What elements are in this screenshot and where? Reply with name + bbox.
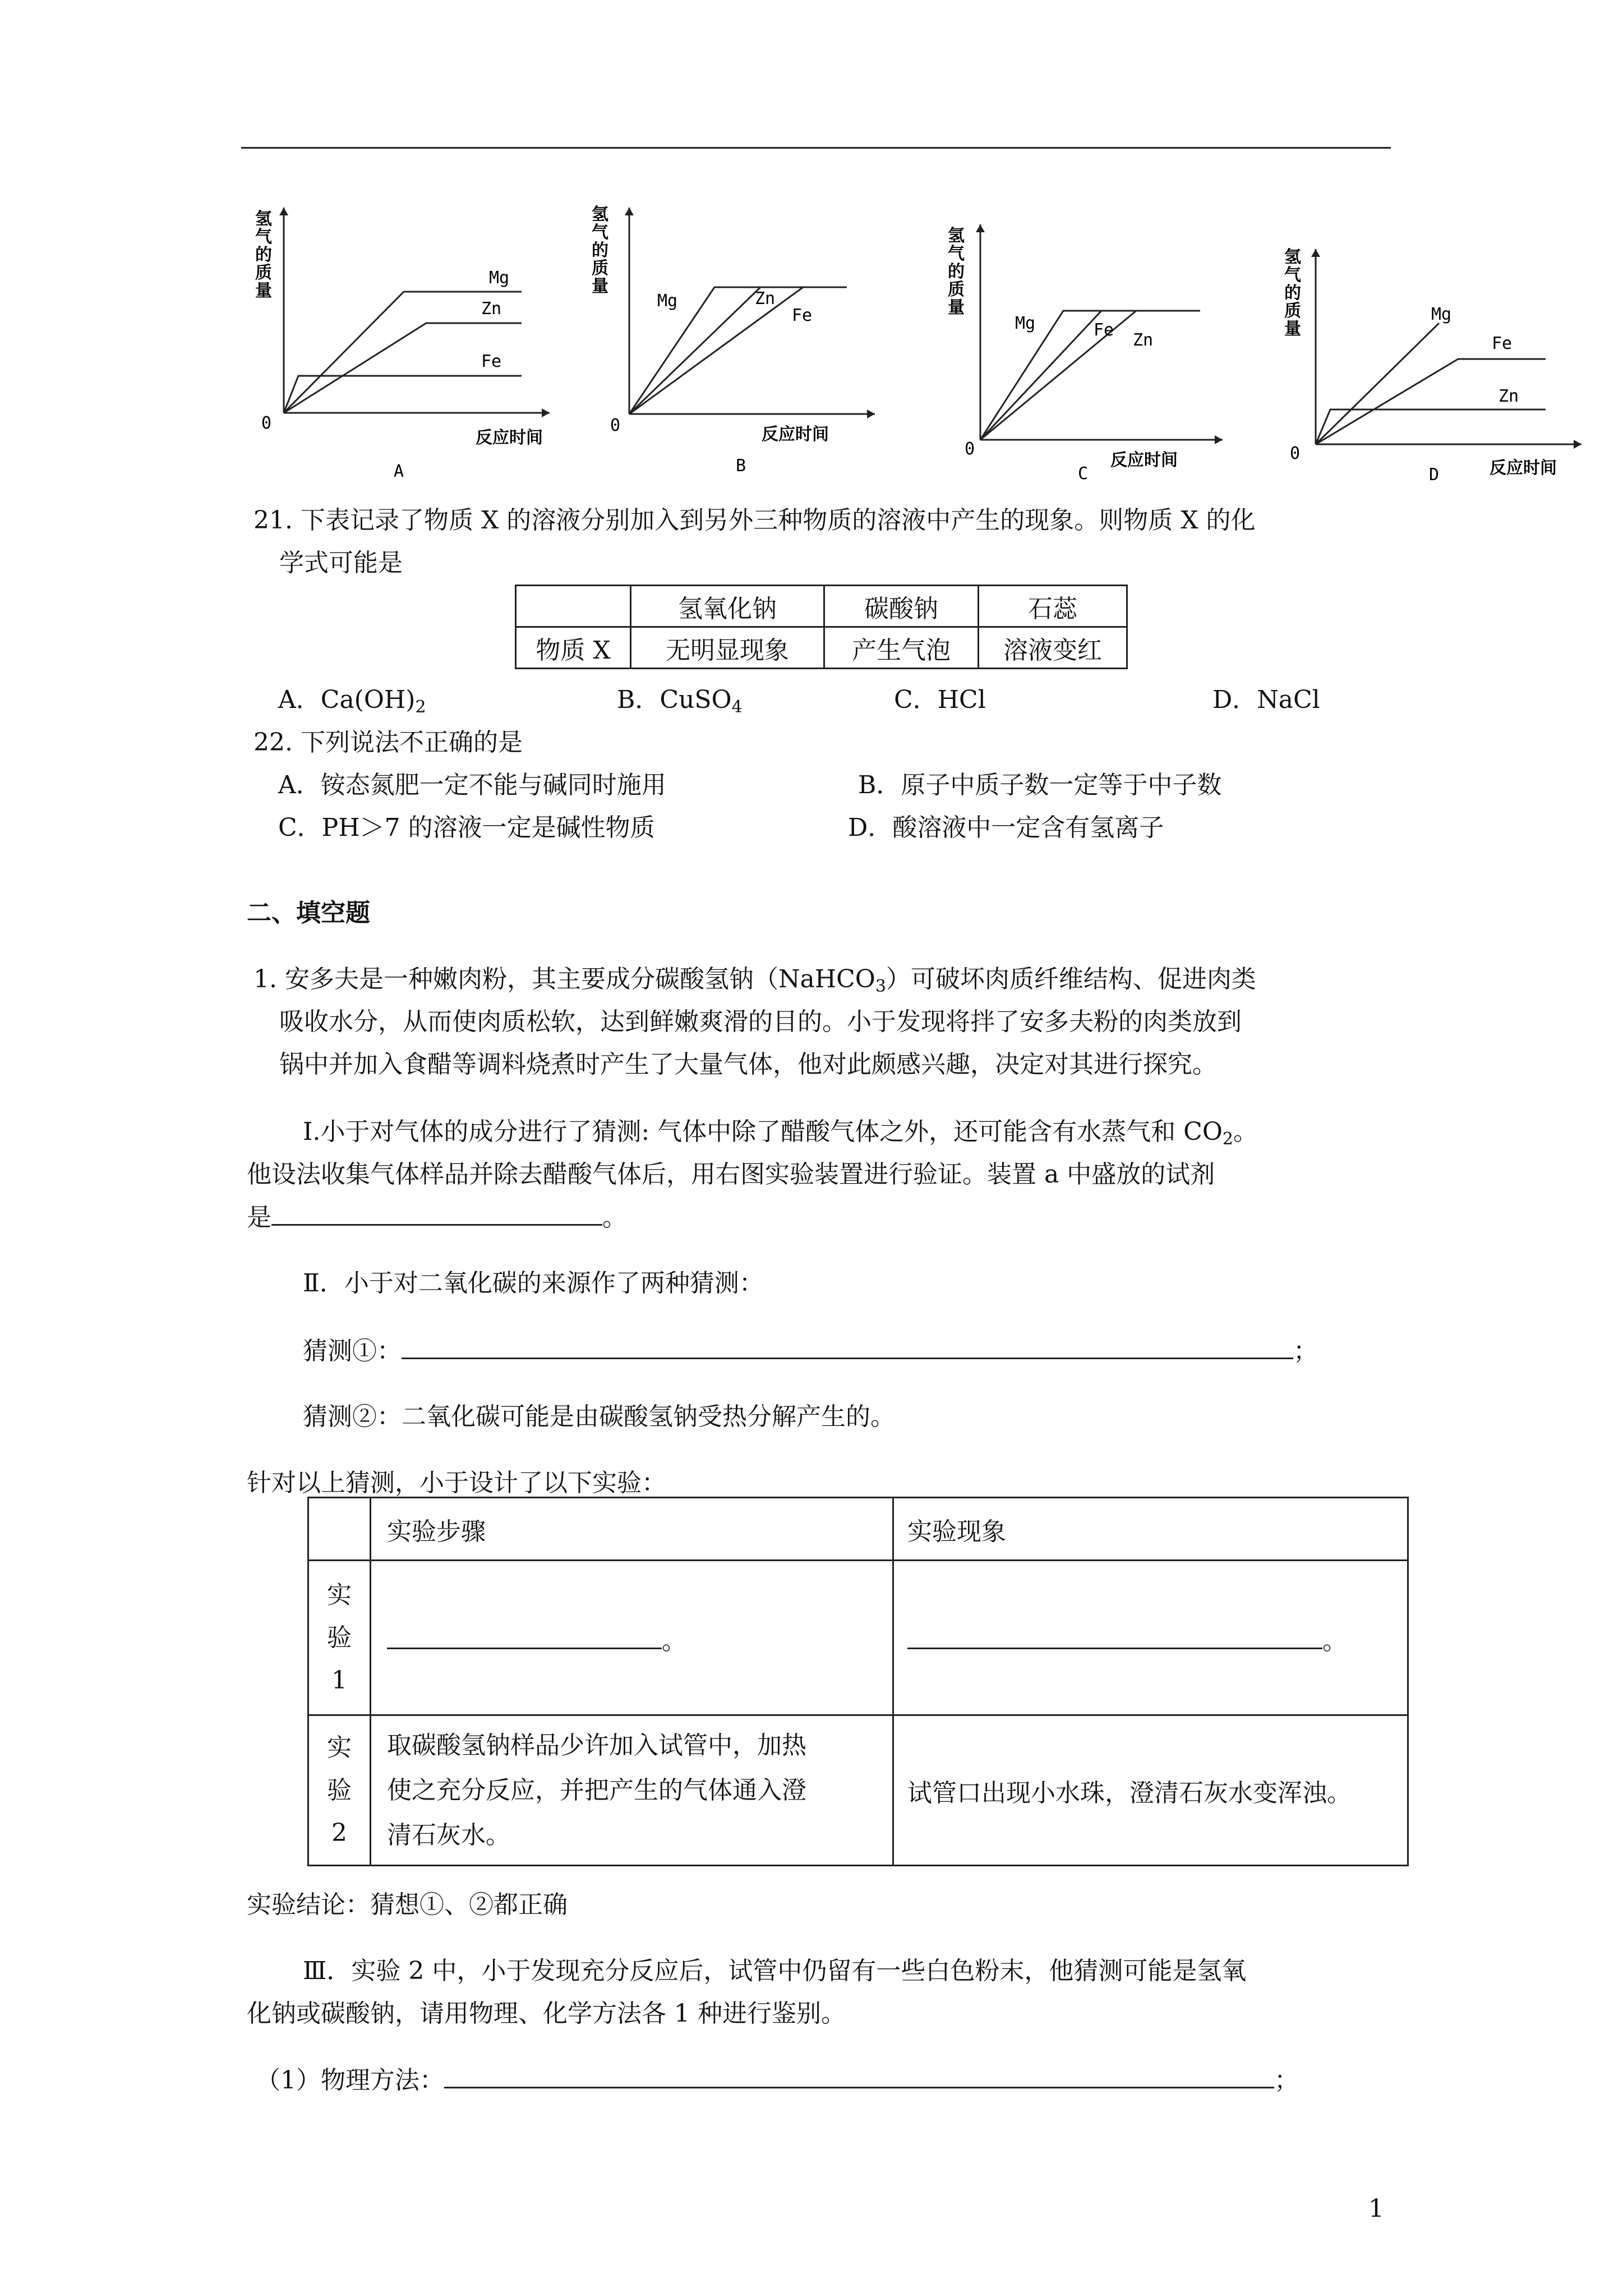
graph-d bbox=[1279, 247, 1593, 494]
graph-c-ylabel-4: 质 bbox=[948, 280, 965, 300]
graph-d-ylabel-3: 的 bbox=[1284, 283, 1301, 303]
graph-a-label-fe: Fe bbox=[481, 352, 502, 371]
header-rule bbox=[241, 147, 1391, 149]
exp1-steps-end: 。 bbox=[662, 1626, 686, 1655]
q21-option-b-sub: 4 bbox=[731, 697, 743, 717]
section-title: 二、填空题 bbox=[247, 899, 370, 927]
exp1-steps-blank[interactable] bbox=[387, 1619, 662, 1649]
guess1-label: 猜测①： bbox=[303, 1337, 402, 1365]
graph-d-label-fe: Fe bbox=[1492, 334, 1513, 353]
graph-b-letter: B bbox=[736, 456, 746, 476]
physical-method-end: ； bbox=[1274, 2066, 1299, 2095]
q21-line2: 学式可能是 bbox=[279, 549, 403, 577]
graph-d-svg bbox=[1279, 247, 1593, 494]
graph-a-ylabel-1: 氢 bbox=[255, 209, 272, 229]
q21-option-d: D．NaCl bbox=[1212, 685, 1320, 714]
exp-th-empty bbox=[308, 1498, 371, 1561]
graph-b-origin: 0 bbox=[610, 416, 621, 435]
graph-c-ylabel-2: 气 bbox=[948, 244, 965, 264]
partI-line1-b: 。 bbox=[1233, 1117, 1258, 1146]
exp1-label-1: 实 bbox=[327, 1580, 352, 1609]
exp1-phen bbox=[893, 1561, 1408, 1715]
physical-method-label: （1）物理方法： bbox=[256, 2066, 444, 2095]
page-number: 1 bbox=[1368, 2194, 1384, 2223]
q21-option-c: C．HCl bbox=[894, 685, 986, 714]
exp2-phen: 试管口出现小水珠，澄清石灰水变浑浊。 bbox=[893, 1715, 1408, 1866]
graph-c bbox=[942, 219, 1234, 488]
graph-a-ylabel-2: 气 bbox=[255, 227, 272, 247]
exp1-phen-end: 。 bbox=[1322, 1626, 1347, 1655]
graph-a-label-zn: Zn bbox=[481, 299, 502, 319]
graph-d-label-mg: Mg bbox=[1431, 305, 1452, 324]
q21-th-naoh: 氢氧化钠 bbox=[631, 586, 824, 627]
q21-td-na2co3: 产生气泡 bbox=[824, 627, 979, 669]
q21-td-litmus: 溶液变红 bbox=[979, 627, 1127, 669]
q22-option-d: D．酸溶液中一定含有氢离子 bbox=[848, 813, 1164, 842]
graph-a-svg bbox=[247, 208, 561, 482]
q21-th-litmus: 石蕊 bbox=[979, 586, 1127, 627]
partI-line3-b: 。 bbox=[602, 1203, 627, 1232]
graph-d-ylabel-1: 氢 bbox=[1284, 247, 1301, 267]
exp-th-phen: 实验现象 bbox=[893, 1498, 1408, 1561]
p1-line1-sub: 3 bbox=[875, 977, 886, 996]
p1-line1-b: ）可破坏肉质纤维结构、促进肉类 bbox=[886, 965, 1256, 993]
graph-a-label-mg: Mg bbox=[489, 268, 510, 288]
q22-option-b: B．原子中质子数一定等于中子数 bbox=[858, 771, 1222, 799]
graph-b-label-mg: Mg bbox=[657, 291, 678, 311]
graph-c-label-fe: Fe bbox=[1094, 320, 1114, 340]
graph-b-label-fe: Fe bbox=[792, 306, 813, 325]
graph-a-ylabel-4: 质 bbox=[255, 263, 272, 283]
partI-line3-a: 是 bbox=[247, 1203, 271, 1232]
graph-a bbox=[247, 208, 561, 482]
partIII-line2: 化钠或碳酸钠，请用物理、化学方法各 1 种进行鉴别。 bbox=[247, 1999, 846, 2028]
physical-method-blank[interactable] bbox=[444, 2059, 1274, 2088]
partI-line3 bbox=[247, 1196, 627, 1239]
exp1-label-3: 1 bbox=[331, 1665, 347, 1695]
graph-b bbox=[583, 202, 886, 482]
exp1-phen-blank[interactable] bbox=[907, 1619, 1322, 1649]
graph-b-xlabel: 反应时间 bbox=[762, 425, 829, 444]
q21-option-b-text: B．CuSO bbox=[617, 685, 732, 714]
graph-c-label-zn: Zn bbox=[1133, 330, 1154, 350]
guess2-line: 猜测②：二氧化碳可能是由碳酸氢钠受热分解产生的。 bbox=[303, 1402, 895, 1431]
graph-c-xlabel: 反应时间 bbox=[1110, 450, 1178, 470]
exp2-steps bbox=[371, 1715, 893, 1866]
graph-b-ylabel-1: 氢 bbox=[592, 205, 608, 224]
partIII-line1: Ⅲ．实验 2 中，小于发现充分反应后，试管中仍留有一些白色粉末，他猜测可能是氢氧 bbox=[303, 1957, 1247, 1985]
graph-b-ylabel-5: 量 bbox=[592, 277, 608, 296]
q22-stem: 22. 下列说法不正确的是 bbox=[253, 728, 523, 757]
graph-c-svg bbox=[942, 219, 1234, 488]
q21-line1: 21. 下表记录了物质 X 的溶液分别加入到另外三种物质的溶液中产生的现象。则物质 X 的化 bbox=[253, 506, 1256, 535]
exp2-label-1: 实 bbox=[327, 1733, 352, 1762]
reagent-blank[interactable] bbox=[271, 1196, 602, 1226]
partI-line1-a: Ⅰ.小于对气体的成分进行了猜测: 气体中除了醋酸气体之外，还可能含有水蒸气和 CO bbox=[303, 1117, 1223, 1146]
graph-b-svg bbox=[583, 202, 886, 482]
graph-c-label-mg: Mg bbox=[1015, 314, 1036, 333]
q21-td-naoh: 无明显现象 bbox=[631, 627, 824, 669]
exp2-label bbox=[308, 1715, 371, 1866]
p1-line1-a: 1. 安多夫是一种嫩肉粉，其主要成分碳酸氢钠（NaHCO bbox=[253, 965, 875, 993]
p1-line3: 锅中并加入食醋等调料烧煮时产生了大量气体，他对此颇感兴趣，决定对其进行探究。 bbox=[279, 1050, 1217, 1079]
q22-option-a: A．铵态氮肥一定不能与碱同时施用 bbox=[278, 771, 666, 799]
exp2-label-2: 验 bbox=[327, 1775, 352, 1805]
graph-d-origin: 0 bbox=[1290, 444, 1301, 463]
partII-intro: Ⅱ．小于对二氧化碳的来源作了两种猜测： bbox=[303, 1269, 764, 1297]
graph-a-ylabel-5: 量 bbox=[255, 281, 272, 301]
p1-line2: 吸收水分，从而使肉质松软，达到鲜嫩爽滑的目的。小于发现将拌了安多夫粉的肉类放到 bbox=[279, 1007, 1242, 1036]
guess1-end: ； bbox=[1293, 1337, 1318, 1365]
q21-table bbox=[515, 585, 1128, 669]
graph-b-label-zn: Zn bbox=[755, 289, 776, 309]
q21-th-na2co3: 碳酸钠 bbox=[824, 586, 979, 627]
exp2-steps-line-2: 使之充分反应，并把产生的气体通入澄 bbox=[387, 1775, 806, 1805]
graph-a-xlabel: 反应时间 bbox=[476, 428, 543, 448]
guess1-line bbox=[303, 1329, 1318, 1373]
graph-d-ylabel-5: 量 bbox=[1284, 319, 1301, 339]
graph-d-xlabel: 反应时间 bbox=[1490, 458, 1557, 478]
graph-c-ylabel-1: 氢 bbox=[948, 226, 965, 246]
q22-option-c: C．PH＞7 的溶液一定是碱性物质 bbox=[278, 813, 655, 842]
graph-c-origin: 0 bbox=[965, 439, 975, 459]
exp1-label bbox=[308, 1561, 371, 1715]
conclusion: 实验结论：猜想①、②都正确 bbox=[247, 1890, 568, 1919]
graph-b-ylabel-2: 气 bbox=[592, 223, 608, 242]
physical-method-line bbox=[256, 2059, 1299, 2102]
q21-option-b bbox=[617, 679, 743, 729]
partI-line2: 他设法收集气体样品并除去醋酸气体后，用右图实验装置进行验证。装置 a 中盛放的试剂 bbox=[247, 1160, 1215, 1189]
design-intro: 针对以上猜测，小于设计了以下实验： bbox=[247, 1469, 666, 1497]
exp1-steps bbox=[371, 1561, 893, 1715]
q21-option-a-text: A．Ca(OH) bbox=[278, 685, 416, 714]
partI-line1-sub: 2 bbox=[1222, 1129, 1233, 1149]
exp2-steps-line-1: 取碳酸氢钠样品少许加入试管中，加热 bbox=[387, 1731, 806, 1760]
q21-th-empty bbox=[516, 586, 631, 627]
exp2-steps-line-3: 清石灰水。 bbox=[387, 1820, 510, 1849]
exp1-label-2: 验 bbox=[327, 1623, 352, 1652]
q21-td-x: 物质 X bbox=[516, 627, 631, 669]
graph-d-label-zn: Zn bbox=[1498, 386, 1519, 406]
graph-d-ylabel-2: 气 bbox=[1284, 265, 1301, 285]
graph-b-ylabel-3: 的 bbox=[592, 241, 608, 260]
guess1-blank[interactable] bbox=[402, 1329, 1293, 1359]
graph-a-origin: 0 bbox=[261, 413, 272, 433]
exp-th-steps: 实验步骤 bbox=[371, 1498, 893, 1561]
graph-d-letter: D bbox=[1429, 465, 1440, 485]
graph-c-letter: C bbox=[1078, 464, 1089, 484]
graph-a-ylabel-3: 的 bbox=[255, 245, 272, 265]
experiment-table bbox=[307, 1497, 1409, 1866]
graph-c-ylabel-5: 量 bbox=[948, 298, 965, 318]
graph-d-ylabel-4: 质 bbox=[1284, 301, 1301, 321]
exp2-label-3: 2 bbox=[331, 1818, 347, 1847]
graph-a-letter: A bbox=[394, 462, 404, 481]
graph-b-ylabel-4: 质 bbox=[592, 259, 608, 278]
q21-option-a-sub: 2 bbox=[415, 697, 426, 717]
graph-c-ylabel-3: 的 bbox=[948, 262, 965, 282]
